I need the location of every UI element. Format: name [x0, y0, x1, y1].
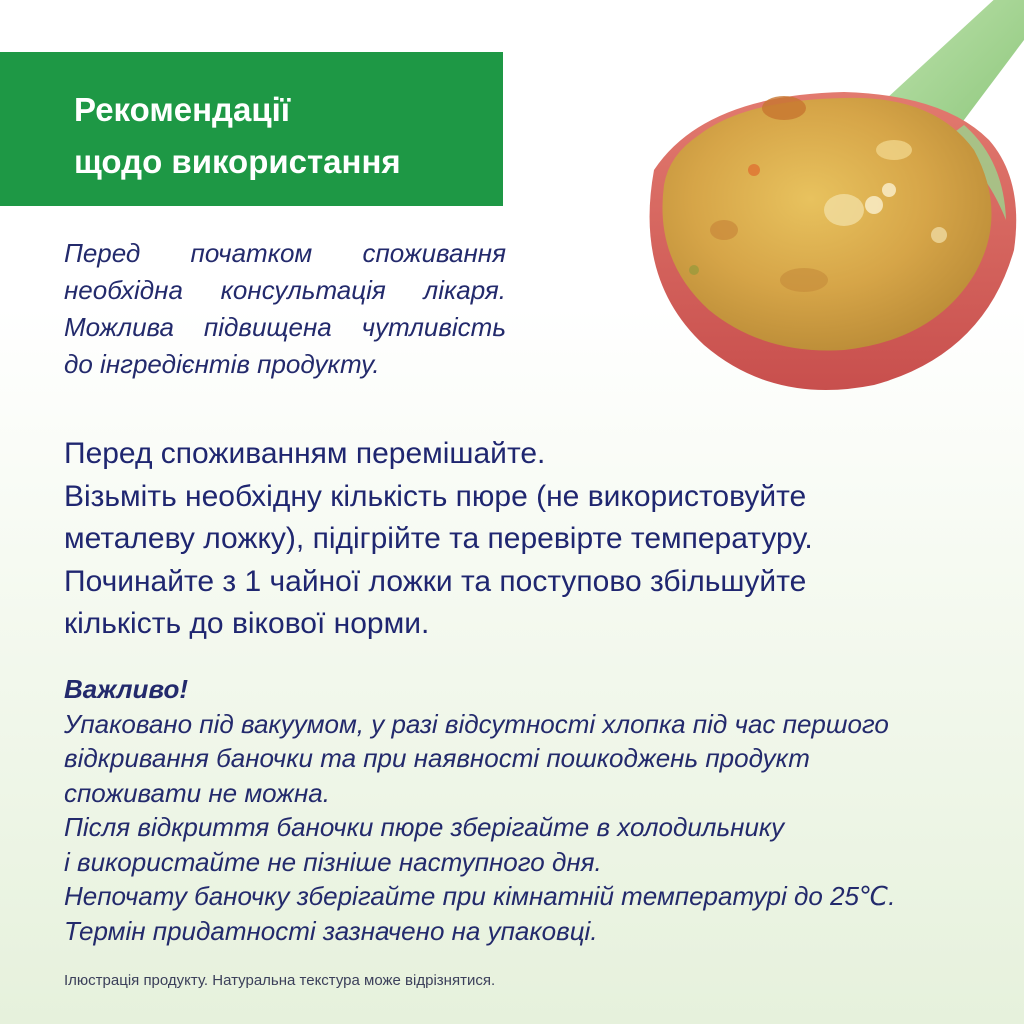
important-line: споживати не можна.	[64, 777, 330, 808]
important-line: Непочату баночку зберігайте при кімнатній температурі до 25℃.	[64, 881, 896, 911]
important-line: і використайте не пізніше наступного дня.	[64, 846, 602, 877]
instruction-line: Починайте з 1 чайної ложки та поступово збільшуйте	[64, 564, 807, 598]
banner-title-line-1: Рекомендації	[74, 91, 291, 128]
instruction-line: металеву ложку), підігрійте та перевірте температуру.	[64, 522, 813, 555]
instruction-line: кількість до вікової норми.	[64, 607, 430, 640]
warning-line: Можлива підвищена чутливість	[64, 312, 506, 342]
warning-line: Перед початком споживання	[64, 238, 506, 268]
warning-line: необхідна консультація лікаря.	[64, 275, 506, 305]
banner-title-line-2: щодо використання	[74, 143, 401, 180]
important-heading: Важливо!	[64, 674, 189, 704]
usage-instructions	[64, 433, 813, 646]
important-notice	[64, 672, 895, 948]
doctor-consultation-warning	[64, 235, 506, 383]
illustration-disclaimer: Ілюстрація продукту. Натуральна текстура може відрізнятися.	[64, 972, 496, 989]
important-line: Термін придатності зазначено на упаковці.	[64, 915, 598, 946]
important-line: відкривання баночки та при наявності пошкоджень продукт	[64, 743, 810, 773]
warning-line: до інгредієнтів продукту.	[64, 349, 380, 379]
banner-title	[74, 84, 401, 188]
important-line: Упаковано під вакуумом, у разі відсутності хлопка під час першого	[64, 708, 889, 739]
spoon-with-puree-illustration	[544, 0, 1024, 420]
important-line: Після відкриття баночки пюре зберігайте в холодильнику	[64, 812, 785, 842]
instruction-line: Візьміть необхідну кількість пюре (не використовуйте	[64, 479, 807, 513]
instruction-line: Перед споживанням перемішайте.	[64, 437, 546, 470]
